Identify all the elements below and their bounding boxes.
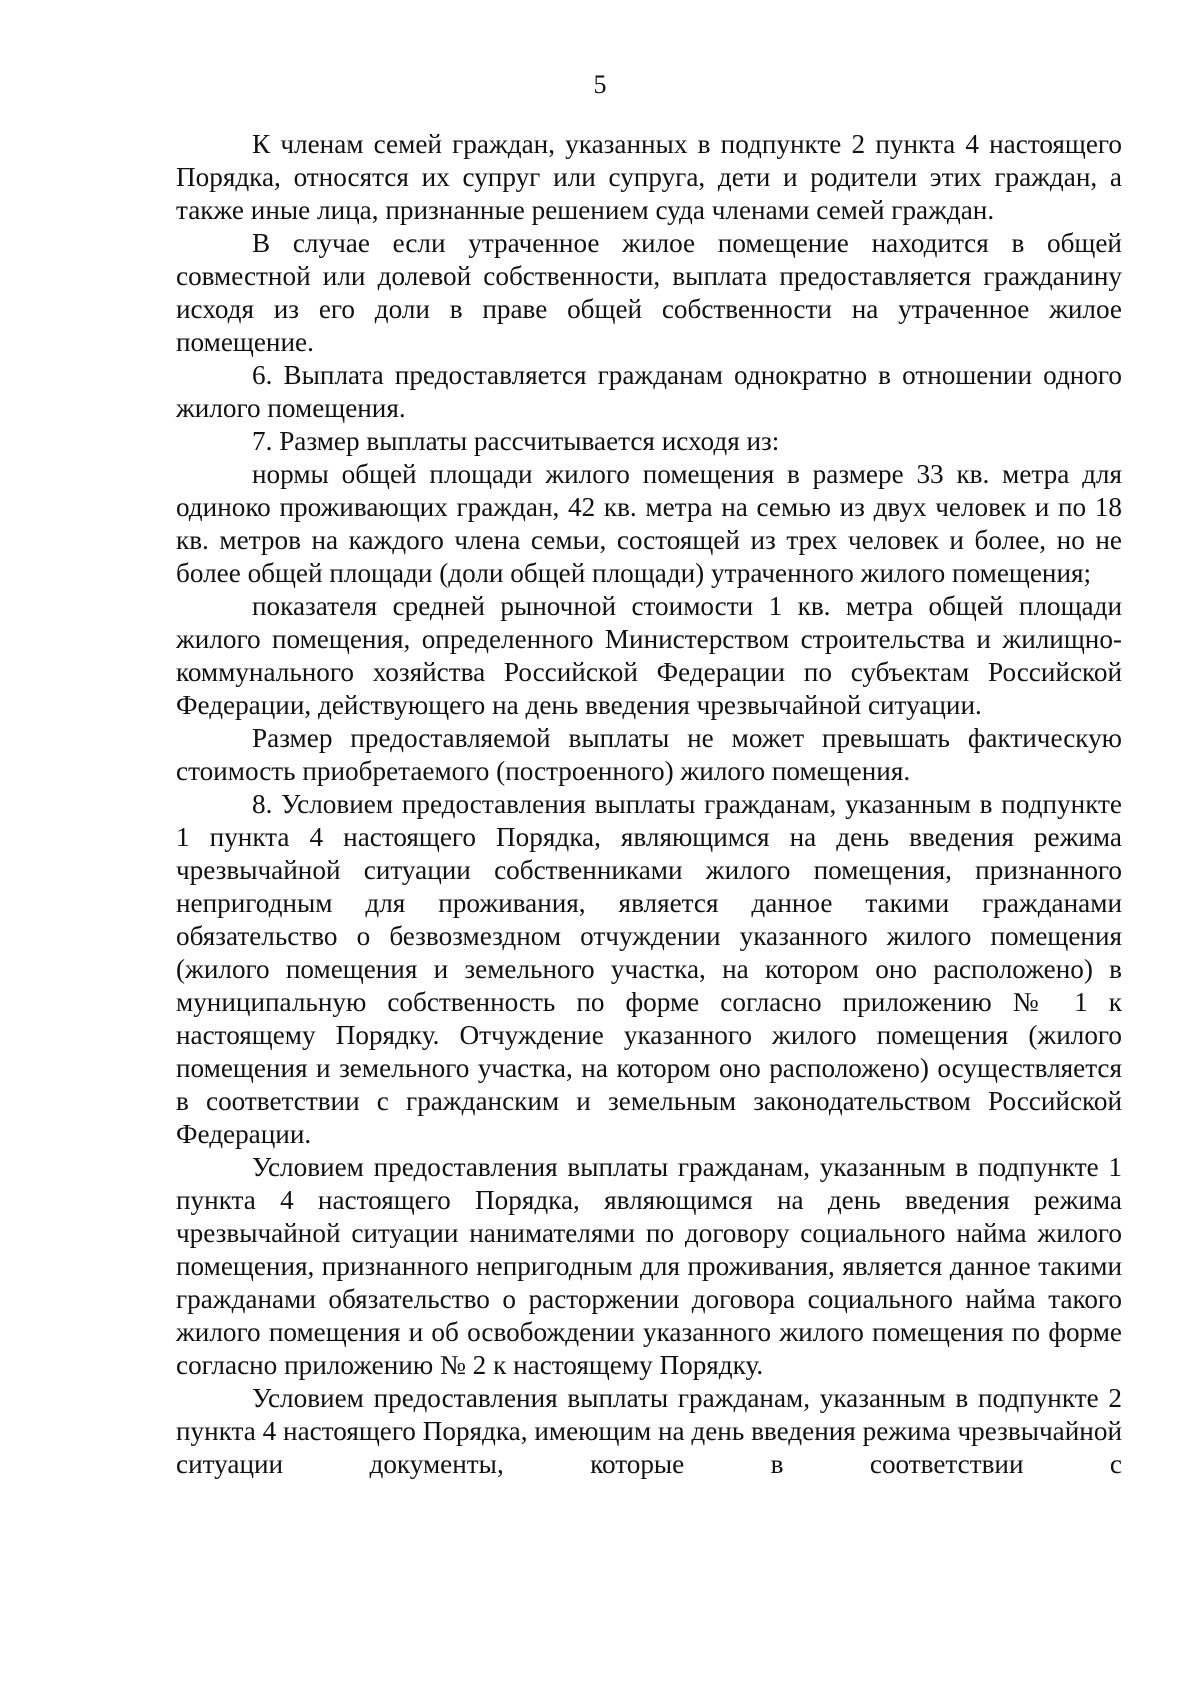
paragraph-item-7: 7. Размер выплаты рассчитывается исходя из: bbox=[252, 426, 780, 456]
paragraph-area-norms: нормы общей площади жилого помещения в размере 33 кв. метра для одиноко проживающих граждан, 42 кв. метра на семью из двух человек и по 18 кв. метров на каждого члена семьи, состоящей из трех человек и более, но не более общей площади (доли общей площади) утраченного жилого помещения; bbox=[176, 459, 1122, 588]
paragraph-market-price: показателя средней рыночной стоимости 1 кв. метра общей площади жилого помещения, определенного Министерством строительства и жилищно-коммунального хозяйства Российской Федерации по субъектам Российской Федерации, действующего на день введения чрезвычайной ситуации. bbox=[176, 591, 1122, 720]
document-body bbox=[176, 128, 1122, 1481]
paragraph-item-6: 6. Выплата предоставляется гражданам однократно в отношении одного жилого помещения. bbox=[176, 360, 1122, 423]
paragraph-tenants: Условием предоставления выплаты гражданам, указанным в подпункте 1 пункта 4 настоящего Порядка, являющимся на день введения режима чрезвычайной ситуации нанимателями по договору социального найма жилого помещения, признанного непригодным для проживания, является данное такими гражданами обязательство о расторжении договора социального найма такого жилого помещения и об освобождении указанного жилого помещения по форме согласно приложению № 2 к настоящему Порядку. bbox=[176, 1152, 1122, 1380]
paragraph-documents: Условием предоставления выплаты гражданам, указанным в подпункте 2 пункта 4 настоящего Порядка, имеющим на день введения режима чрезвычайной ситуации документы, которые в соответствии с bbox=[176, 1383, 1122, 1479]
paragraph-item-8-owners: 8. Условием предоставления выплаты гражданам, указанным в подпункте 1 пункта 4 настоящего Порядка, являющимся на день введения режима чрезвычайной ситуации собственниками жилого помещения, признанного непригодным для проживания, является данное такими гражданами обязательство о безвозмездном отчуждении указанного жилого помещения (жилого помещения и земельного участка, на котором оно расположено) в муниципальную собственность по форме согласно приложению № 1 к настоящему Порядку. Отчуждение указанного жилого помещения (жилого помещения и земельного участка, на котором оно расположено) осуществляется в соответствии с гражданским и земельным законодательством Российской Федерации. bbox=[176, 789, 1122, 1149]
paragraph-family-members: К членам семей граждан, указанных в подпункте 2 пункта 4 настоящего Порядка, относятся их супруг или супруга, дети и родители этих граждан, а также иные лица, признанные решением суда членами семей граждан. bbox=[176, 129, 1122, 225]
page-number: 5 bbox=[593, 70, 607, 99]
paragraph-shared-ownership: В случае если утраченное жилое помещение находится в общей совместной или долевой собственности, выплата предоставляется гражданину исходя из его доли в праве общей собственности на утраченное жилое помещение. bbox=[176, 228, 1122, 357]
paragraph-payment-limit: Размер предоставляемой выплаты не может превышать фактическую стоимость приобретаемого (построенного) жилого помещения. bbox=[176, 723, 1122, 786]
